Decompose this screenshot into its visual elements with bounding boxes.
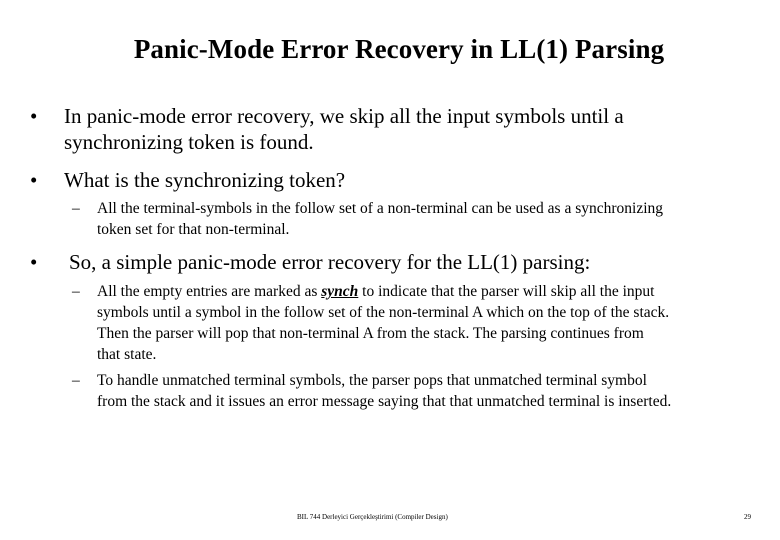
subbullet-text: [97, 281, 777, 365]
bullet-mark: •: [30, 250, 38, 274]
subbullet-line: To handle unmatched terminal symbols, the parser pops that unmatched terminal symbol: [97, 372, 647, 389]
bullet-line: What is the synchronizing token?: [64, 168, 346, 192]
subbullet-mark: –: [72, 200, 80, 217]
footer-course-title: BIL 744 Derleyici Gerçekleştirimi (Compiler Design): [297, 513, 448, 521]
bullet-mark: •: [30, 104, 38, 128]
subbullet-text: [97, 370, 777, 412]
subbullet-line: that state.: [97, 346, 157, 363]
subbullet-line: token set for that non-terminal.: [97, 221, 290, 238]
bullet-line: So, a simple panic-mode error recovery for the LL(1) parsing:: [69, 250, 591, 274]
subbullet-line: All the terminal-symbols in the follow set of a non-terminal can be used as a synchronizing: [97, 200, 664, 217]
subbullet-text-segment: to indicate that the parser will skip all the input: [358, 283, 655, 300]
footer-page-number: 29: [744, 513, 751, 521]
subbullet-mark: –: [72, 372, 80, 389]
bullet-mark: •: [30, 168, 38, 192]
bullet-text: [64, 167, 744, 193]
slide-title: Panic-Mode Error Recovery in LL(1) Parsing: [133, 34, 665, 64]
subbullet-line: from the stack and it issues an error message saying that that unmatched terminal is inserted.: [97, 393, 672, 410]
bullet-text: [64, 103, 744, 155]
subbullet-line: symbols until a symbol in the follow set of the non-terminal A which on the top of the stack.: [97, 304, 670, 321]
subbullet-line: [97, 281, 777, 302]
bullet-text: [69, 249, 749, 275]
subbullet-text-segment: All the empty entries are marked as: [97, 283, 322, 300]
synch-keyword: synch: [321, 283, 359, 300]
subbullet-mark: –: [72, 283, 80, 300]
subbullet-line: Then the parser will pop that non-terminal A from the stack. The parsing continues from: [97, 325, 644, 342]
bullet-line: synchronizing token is found.: [64, 130, 314, 154]
subbullet-text: [97, 198, 777, 240]
bullet-line: In panic-mode error recovery, we skip all the input symbols until a: [64, 104, 624, 128]
